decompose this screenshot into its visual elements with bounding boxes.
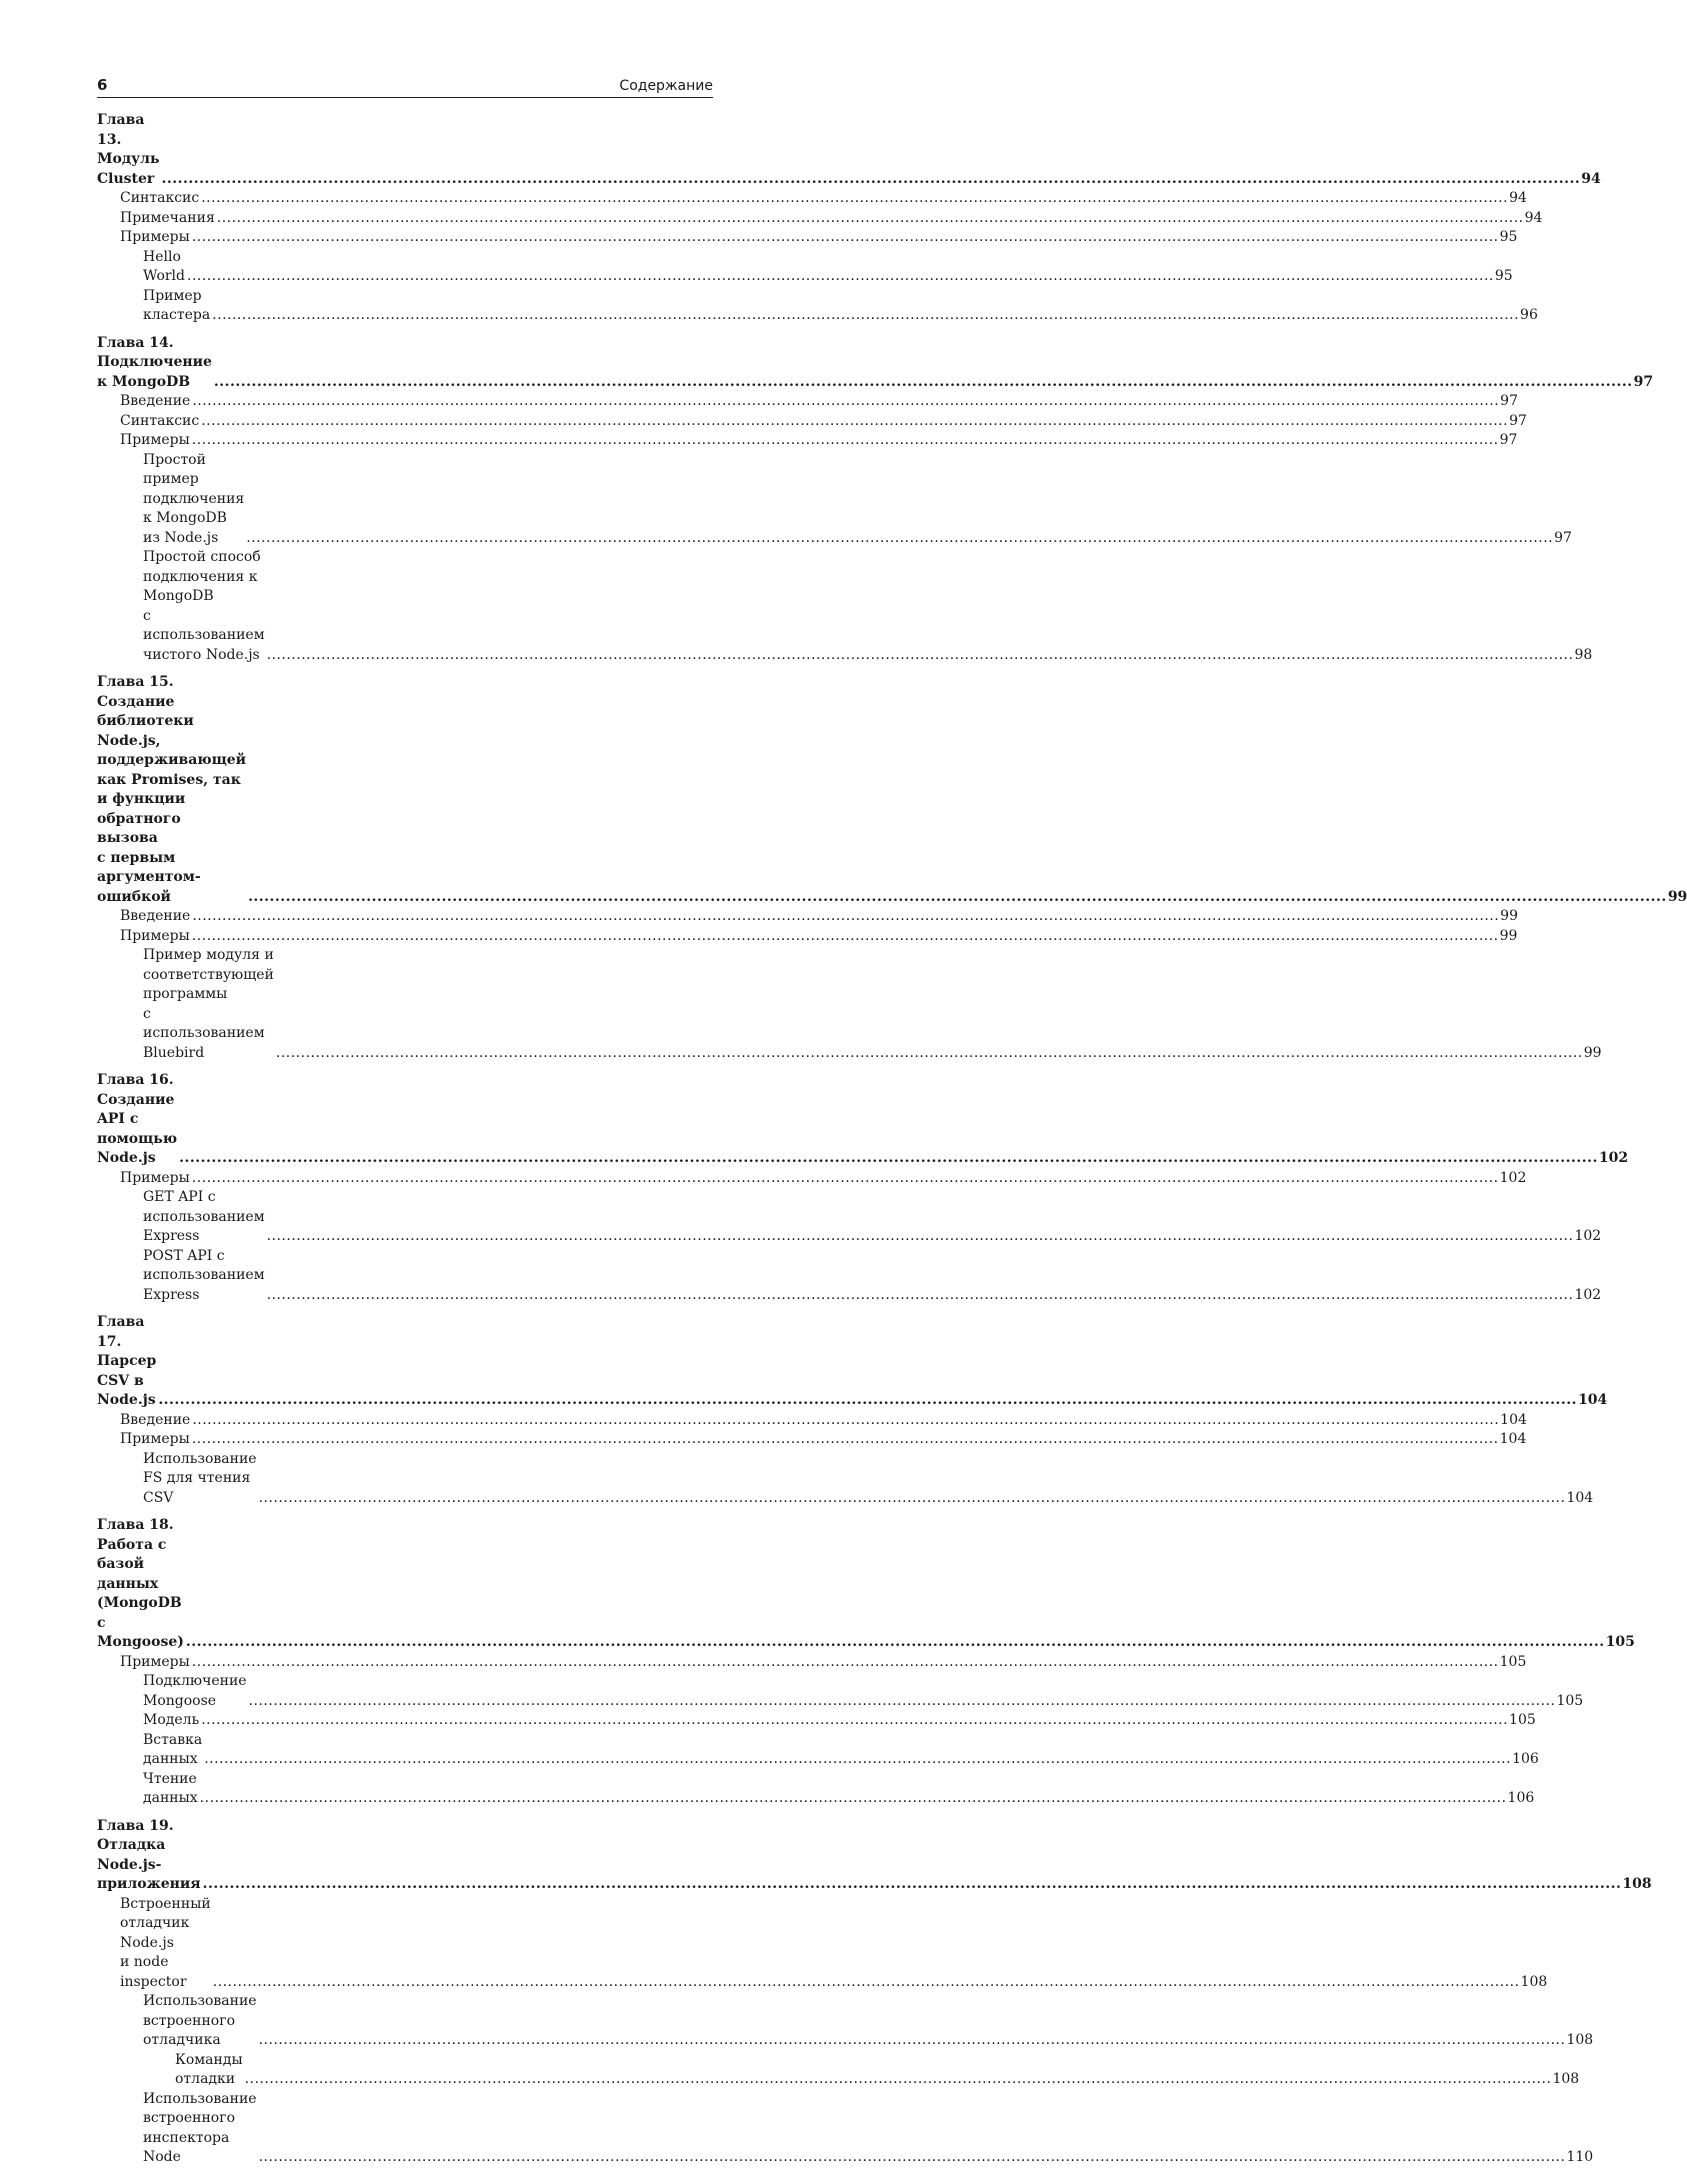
toc-entry bbox=[97, 548, 1593, 665]
toc-entry-title: Примеры bbox=[120, 1431, 190, 1447]
dot-leader bbox=[192, 1430, 1499, 1450]
toc-entry bbox=[97, 1770, 1535, 1809]
toc-entry bbox=[97, 287, 1538, 326]
toc-chapter bbox=[97, 1817, 1652, 2168]
dot-leader bbox=[192, 228, 1499, 248]
toc-page-number: 94 bbox=[1509, 190, 1527, 206]
toc-entry-title: Примечания bbox=[120, 209, 215, 226]
toc-chapter-heading bbox=[97, 1071, 1629, 1169]
dot-leader bbox=[192, 1169, 1499, 1189]
toc-entry-title: Примеры bbox=[120, 432, 190, 448]
toc-entry-title: Использование встроенного отладчика bbox=[143, 1993, 257, 2048]
toc-entry-title: Hello World bbox=[143, 248, 185, 284]
toc-entry-title: GET API с использованием Express bbox=[143, 1189, 265, 1244]
document-page bbox=[97, 74, 1687, 2176]
toc-entry-title: Синтаксис bbox=[120, 190, 200, 206]
toc-entry-title: Глава 16. Создание API с помощью Node.js bbox=[97, 1072, 178, 1166]
toc-entry-title: Глава 15. Создание библиотеки Node.js, поддерживающей как Promises, так и функции обратного вызова с первым аргументом-ошибкой bbox=[97, 674, 247, 905]
toc-page-number: 99 bbox=[1667, 888, 1687, 905]
dot-leader bbox=[248, 888, 1667, 908]
toc-entry bbox=[97, 1188, 1602, 1247]
toc-page-number: 102 bbox=[1598, 1150, 1629, 1166]
dot-leader bbox=[179, 1149, 1598, 1169]
dot-leader bbox=[201, 412, 1508, 432]
dot-leader bbox=[267, 1286, 1574, 1306]
toc-entry bbox=[97, 1653, 1527, 1673]
toc-page-number: 99 bbox=[1499, 927, 1518, 944]
running-title: Содержание bbox=[619, 78, 713, 94]
toc-page-number: 104 bbox=[1566, 1489, 1594, 1506]
toc-page-number: 108 bbox=[1622, 1876, 1652, 1892]
toc-entry-title: Простой пример подключения к MongoDB из Node.js bbox=[143, 451, 245, 546]
toc-page-number: 97 bbox=[1500, 393, 1518, 409]
toc-entry-title: Глава 14. Подключение к MongoDB bbox=[97, 334, 212, 390]
toc-page-number: 106 bbox=[1512, 1751, 1539, 1767]
dot-leader bbox=[200, 1789, 1507, 1809]
toc-chapter-heading bbox=[97, 334, 1654, 393]
toc-page-number: 98 bbox=[1574, 646, 1593, 663]
toc-chapter-heading bbox=[97, 111, 1601, 189]
dot-leader bbox=[217, 209, 1524, 229]
toc-page-number: 99 bbox=[1583, 1044, 1602, 1061]
toc-entry bbox=[97, 451, 1572, 549]
dot-leader bbox=[187, 267, 1494, 287]
toc-entry bbox=[97, 1672, 1584, 1711]
toc-page-number: 108 bbox=[1566, 2032, 1594, 2048]
toc-page-number: 104 bbox=[1499, 1431, 1527, 1447]
dot-leader bbox=[259, 1489, 1566, 1509]
dot-leader bbox=[267, 646, 1574, 666]
toc-page-number: 102 bbox=[1574, 1286, 1602, 1303]
toc-entry-title: Примеры bbox=[120, 1169, 190, 1186]
toc-entry bbox=[97, 2090, 1594, 2168]
toc-page-number: 105 bbox=[1556, 1692, 1584, 1709]
toc-entry-title: Введение bbox=[120, 1411, 191, 1428]
toc-entry-title: Команды отладки bbox=[175, 2051, 243, 2087]
toc-page-number: 96 bbox=[1520, 307, 1538, 323]
dot-leader bbox=[204, 1750, 1511, 1770]
toc-entry bbox=[97, 248, 1513, 287]
page-header bbox=[97, 74, 713, 98]
dot-leader bbox=[186, 1633, 1605, 1653]
dot-leader bbox=[214, 373, 1633, 393]
dot-leader bbox=[192, 392, 1499, 412]
toc-entry-title: Использование встроенного инспектора Node bbox=[143, 2090, 257, 2165]
toc-page-number: 97 bbox=[1499, 432, 1518, 448]
toc-entry bbox=[97, 412, 1527, 432]
toc-entry-title: Введение bbox=[120, 393, 191, 409]
dot-leader bbox=[162, 170, 1581, 190]
toc-page-number: 95 bbox=[1499, 229, 1518, 245]
toc-page-number: 110 bbox=[1566, 2149, 1594, 2165]
toc-entry-title: Использование FS для чтения CSV bbox=[143, 1450, 257, 1506]
toc-chapter bbox=[97, 673, 1687, 1063]
dot-leader bbox=[203, 1875, 1622, 1895]
toc-entry bbox=[97, 1430, 1527, 1450]
toc-page-number: 99 bbox=[1500, 908, 1518, 924]
toc-entry-title: Глава 19. Отладка Node.js-приложения bbox=[97, 1817, 201, 1892]
dot-leader bbox=[213, 1973, 1520, 1993]
toc-entry bbox=[97, 1411, 1527, 1431]
toc-entry bbox=[97, 2051, 1580, 2090]
toc-page-number: 94 bbox=[1581, 170, 1601, 187]
toc-entry bbox=[97, 228, 1518, 248]
table-of-contents bbox=[97, 111, 1687, 2168]
dot-leader bbox=[259, 2148, 1566, 2168]
toc-entry-title: Простой способ подключения к MongoDB с использованием чистого Node.js bbox=[143, 549, 265, 663]
toc-chapter bbox=[97, 1313, 1608, 1508]
dot-leader bbox=[267, 1227, 1574, 1247]
dot-leader bbox=[192, 431, 1499, 451]
dot-leader bbox=[201, 189, 1508, 209]
toc-chapter bbox=[97, 1516, 1635, 1809]
toc-entry bbox=[97, 392, 1518, 412]
toc-entry-title: Глава 18. Работа с базой данных (MongoDB с Mongoose) bbox=[97, 1517, 184, 1650]
toc-entry bbox=[97, 1731, 1539, 1770]
dot-leader bbox=[192, 907, 1499, 927]
toc-page-number: 97 bbox=[1554, 529, 1572, 546]
toc-entry-title: Введение bbox=[120, 908, 191, 924]
toc-page-number: 102 bbox=[1499, 1169, 1527, 1186]
dot-leader bbox=[201, 1711, 1508, 1731]
dot-leader bbox=[158, 1391, 1577, 1411]
dot-leader bbox=[192, 1411, 1499, 1431]
toc-entry-title: Чтение данных bbox=[143, 1770, 198, 1806]
toc-chapter bbox=[97, 1071, 1629, 1305]
toc-page-number: 104 bbox=[1578, 1392, 1608, 1408]
toc-page-number: 105 bbox=[1509, 1712, 1536, 1728]
toc-page-number: 94 bbox=[1524, 209, 1543, 226]
toc-page-number: 105 bbox=[1499, 1653, 1527, 1670]
page-number: 6 bbox=[97, 76, 108, 94]
toc-entry-title: Подключение Mongoose bbox=[143, 1673, 247, 1709]
toc-entry bbox=[97, 907, 1518, 927]
dot-leader bbox=[192, 927, 1499, 947]
toc-entry bbox=[97, 1895, 1548, 1993]
toc-page-number: 106 bbox=[1507, 1790, 1535, 1806]
toc-entry-title: Вставка данных bbox=[143, 1731, 203, 1767]
toc-entry bbox=[97, 431, 1518, 451]
toc-entry-title: Синтаксис bbox=[120, 412, 200, 429]
toc-page-number: 104 bbox=[1500, 1411, 1527, 1428]
toc-entry bbox=[97, 946, 1602, 1063]
toc-page-number: 105 bbox=[1605, 1634, 1635, 1650]
toc-entry-title: POST API с использованием Express bbox=[143, 1247, 265, 1303]
dot-leader bbox=[249, 1692, 1556, 1712]
dot-leader bbox=[245, 2070, 1552, 2090]
toc-chapter bbox=[97, 111, 1601, 326]
toc-chapter-heading bbox=[97, 1313, 1608, 1411]
toc-entry-title: Модель bbox=[143, 1712, 200, 1728]
toc-entry bbox=[97, 1992, 1594, 2051]
toc-entry bbox=[97, 209, 1543, 229]
toc-page-number: 108 bbox=[1552, 2071, 1580, 2087]
toc-entry bbox=[97, 1169, 1527, 1189]
toc-chapter-heading bbox=[97, 673, 1687, 907]
toc-page-number: 97 bbox=[1509, 412, 1527, 429]
toc-entry bbox=[97, 1247, 1602, 1306]
toc-chapter-heading bbox=[97, 1817, 1652, 1895]
dot-leader bbox=[246, 529, 1553, 549]
toc-page-number: 97 bbox=[1633, 373, 1654, 390]
dot-leader bbox=[192, 1653, 1499, 1673]
dot-leader bbox=[212, 306, 1519, 326]
toc-entry-title: Примеры bbox=[120, 229, 190, 245]
toc-page-number: 102 bbox=[1574, 1228, 1602, 1244]
toc-entry bbox=[97, 1711, 1536, 1731]
toc-entry bbox=[97, 1450, 1594, 1509]
toc-page-number: 95 bbox=[1494, 268, 1513, 284]
toc-entry-title: Глава 13. Модуль Cluster bbox=[97, 112, 160, 187]
toc-page-number: 108 bbox=[1520, 1973, 1548, 1990]
toc-entry bbox=[97, 927, 1518, 947]
toc-entry-title: Примеры bbox=[120, 1653, 190, 1670]
toc-entry bbox=[97, 189, 1527, 209]
toc-entry-title: Пример кластера bbox=[143, 287, 211, 323]
toc-entry-title: Глава 17. Парсер CSV в Node.js bbox=[97, 1314, 157, 1408]
dot-leader bbox=[276, 1044, 1583, 1064]
dot-leader bbox=[259, 2031, 1566, 2051]
toc-chapter-heading bbox=[97, 1516, 1635, 1653]
toc-entry-title: Встроенный отладчик Node.js и node inspector bbox=[120, 1895, 211, 1990]
toc-chapter bbox=[97, 334, 1654, 666]
toc-entry-title: Пример модуля и соответствующей программы с использованием Bluebird bbox=[143, 947, 274, 1061]
toc-entry-title: Примеры bbox=[120, 927, 190, 944]
